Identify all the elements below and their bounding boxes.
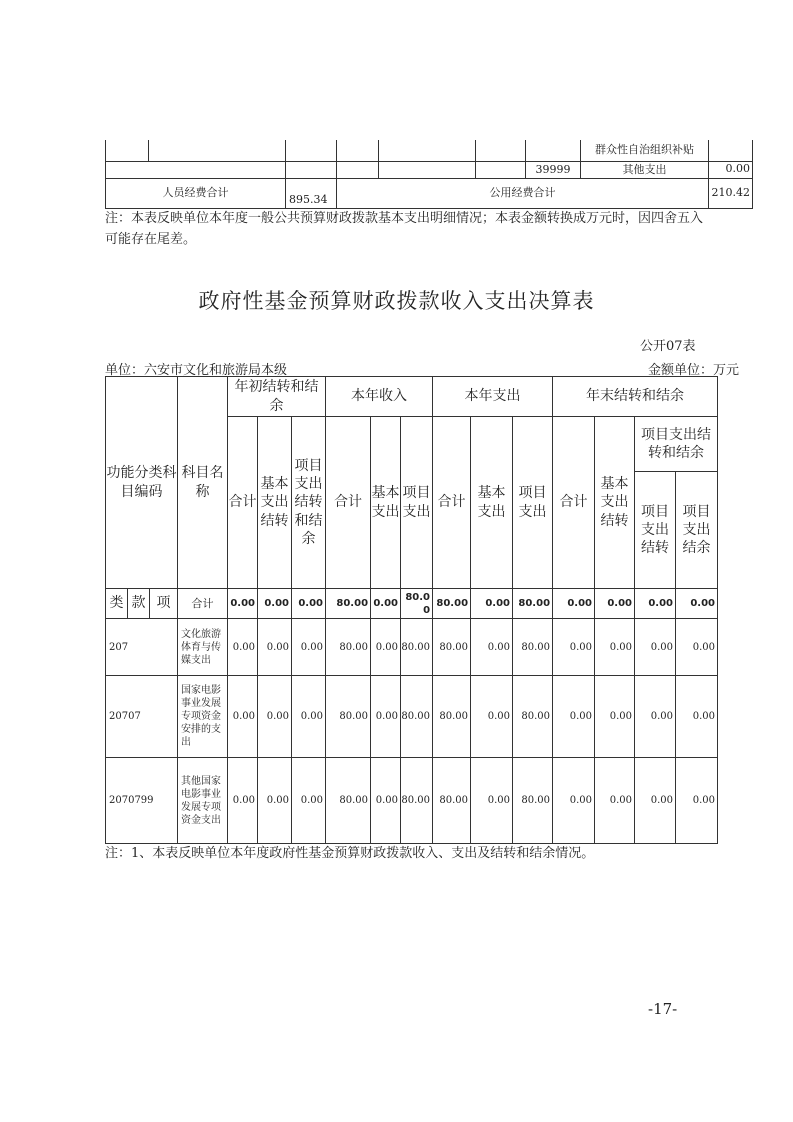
value-cell: 80.00 xyxy=(513,619,553,676)
header-expense-group: 本年支出 xyxy=(433,377,553,417)
header-income-group: 本年收入 xyxy=(326,377,433,417)
header-begin-project: 项目支出结转和结余 xyxy=(292,417,326,589)
value-cell: 0.00 xyxy=(371,589,401,619)
value-cell: 0.00 xyxy=(471,619,513,676)
personnel-total-value: 895.34 xyxy=(286,178,337,208)
basic-expense-table-continued xyxy=(105,140,753,209)
value-cell: 80.00 xyxy=(401,589,433,619)
item-name: 群众性自治组织补贴 xyxy=(581,140,709,161)
cell xyxy=(379,140,476,161)
row-name: 国家电影事业发展专项资金安排的支出 xyxy=(178,676,228,758)
bottom-note: 注：1、本表反映单位本年度政府性基金预算财政拨款收入、支出及结转和结余情况。 xyxy=(105,846,595,861)
value-cell: 0.00 xyxy=(258,676,292,758)
row-name: 文化旅游体育与传媒支出 xyxy=(178,619,228,676)
cell xyxy=(476,140,526,161)
cell xyxy=(709,140,753,161)
value-cell: 0.00 xyxy=(228,589,258,619)
value-cell: 0.00 xyxy=(635,589,676,619)
value-cell: 0.00 xyxy=(258,758,292,844)
row-code: 207 xyxy=(106,619,178,676)
cell xyxy=(337,140,379,161)
cell xyxy=(337,161,379,178)
table-row xyxy=(106,758,718,844)
cell xyxy=(526,140,581,161)
value-cell: 0.00 xyxy=(292,619,326,676)
header-begin-total: 合计 xyxy=(228,417,258,589)
value-cell: 0.00 xyxy=(228,619,258,676)
amount-unit-label: 金额单位：万元 xyxy=(648,363,740,378)
value-cell: 0.00 xyxy=(292,676,326,758)
value-cell: 80.00 xyxy=(326,619,371,676)
cell xyxy=(106,161,286,178)
value-cell: 0.00 xyxy=(676,619,718,676)
header-func-code: 功能分类科目编码 xyxy=(106,377,178,589)
cell xyxy=(379,161,476,178)
top-note: 注：本表反映单位本年度一般公共预算财政拨款基本支出明细情况；本表金额转换成万元时，因四舍五入可能存在尾差。 xyxy=(105,211,704,247)
value-cell: 0.00 xyxy=(635,619,676,676)
value-cell: 0.00 xyxy=(471,758,513,844)
header-kuan: 款 xyxy=(128,589,150,619)
public-total-value: 210.42 xyxy=(709,178,753,208)
header-income-project: 项目支出 xyxy=(401,417,433,589)
header-end-project-group: 项目支出结转和结余 xyxy=(635,417,718,472)
value-cell: 80.00 xyxy=(513,589,553,619)
value-cell: 0.00 xyxy=(635,758,676,844)
value-cell: 0.00 xyxy=(595,589,635,619)
row-name: 其他国家电影事业发展专项资金支出 xyxy=(178,758,228,844)
value-cell: 0.00 xyxy=(292,589,326,619)
value-cell: 80.00 xyxy=(326,589,371,619)
header-end-project-balance: 项目支出结余 xyxy=(676,472,718,589)
unit-label: 单位：六安市文化和旅游局本级 xyxy=(105,363,288,378)
header-expense-project: 项目支出 xyxy=(513,417,553,589)
header-xiang: 项 xyxy=(150,589,178,619)
table-number: 公开07表 xyxy=(640,339,696,354)
header-subject-name: 科目名称 xyxy=(178,377,228,589)
table-row xyxy=(106,619,718,676)
cell xyxy=(476,161,526,178)
value-cell: 80.00 xyxy=(433,676,471,758)
cell xyxy=(286,161,337,178)
page-number: -17- xyxy=(648,1000,678,1018)
cell xyxy=(106,140,149,161)
value-cell: 0.00 xyxy=(258,619,292,676)
value-cell: 0.00 xyxy=(228,676,258,758)
total-row xyxy=(106,589,718,619)
item-value: 0.00 xyxy=(709,161,753,178)
value-cell: 80.00 xyxy=(326,758,371,844)
header-end-project-carry: 项目支出结转 xyxy=(635,472,676,589)
header-expense-total: 合计 xyxy=(433,417,471,589)
table-row xyxy=(106,676,718,758)
value-cell: 0.00 xyxy=(371,619,401,676)
cell xyxy=(149,140,286,161)
value-cell: 0.00 xyxy=(595,676,635,758)
value-cell: 0.00 xyxy=(258,589,292,619)
header-begin-basic-carry: 基本支出结转 xyxy=(258,417,292,589)
value-cell: 80.00 xyxy=(433,758,471,844)
value-cell: 80.00 xyxy=(401,676,433,758)
value-cell: 0.00 xyxy=(471,589,513,619)
header-end-group: 年末结转和结余 xyxy=(553,377,718,417)
header-income-total: 合计 xyxy=(326,417,371,589)
value-cell: 0.00 xyxy=(635,676,676,758)
value-cell: 0.00 xyxy=(553,589,595,619)
value-cell: 0.00 xyxy=(676,758,718,844)
value-cell: 80.00 xyxy=(433,619,471,676)
value-cell: 0.00 xyxy=(471,676,513,758)
value-cell: 0.00 xyxy=(595,619,635,676)
item-name: 其他支出 xyxy=(581,161,709,178)
value-cell: 0.00 xyxy=(595,758,635,844)
header-expense-basic: 基本支出 xyxy=(471,417,513,589)
value-cell: 80.00 xyxy=(433,589,471,619)
value-cell: 80.00 xyxy=(401,758,433,844)
value-cell: 80.00 xyxy=(401,619,433,676)
page-title: 政府性基金预算财政拨款收入支出决算表 xyxy=(198,289,595,313)
header-income-basic: 基本支出 xyxy=(371,417,401,589)
header-lei: 类 xyxy=(106,589,128,619)
value-cell: 0.00 xyxy=(292,758,326,844)
value-cell: 0.00 xyxy=(553,619,595,676)
row-code: 20707 xyxy=(106,676,178,758)
value-cell: 0.00 xyxy=(553,676,595,758)
value-cell: 0.00 xyxy=(371,758,401,844)
value-cell: 80.00 xyxy=(513,676,553,758)
total-label: 合计 xyxy=(178,589,228,619)
value-cell: 0.00 xyxy=(553,758,595,844)
header-end-total: 合计 xyxy=(553,417,595,589)
header-end-basic-carry: 基本支出结转 xyxy=(595,417,635,589)
value-cell: 0.00 xyxy=(228,758,258,844)
value-cell: 80.00 xyxy=(326,676,371,758)
item-code: 39999 xyxy=(526,161,581,178)
row-code: 2070799 xyxy=(106,758,178,844)
public-total-label: 公用经费合计 xyxy=(337,178,709,208)
value-cell: 0.00 xyxy=(676,676,718,758)
cell xyxy=(286,140,337,161)
personnel-total-label: 人员经费合计 xyxy=(106,178,286,208)
value-cell: 0.00 xyxy=(676,589,718,619)
header-begin-group: 年初结转和结余 xyxy=(228,377,326,417)
fund-budget-table xyxy=(105,376,718,844)
value-cell: 80.00 xyxy=(513,758,553,844)
value-cell: 0.00 xyxy=(371,676,401,758)
